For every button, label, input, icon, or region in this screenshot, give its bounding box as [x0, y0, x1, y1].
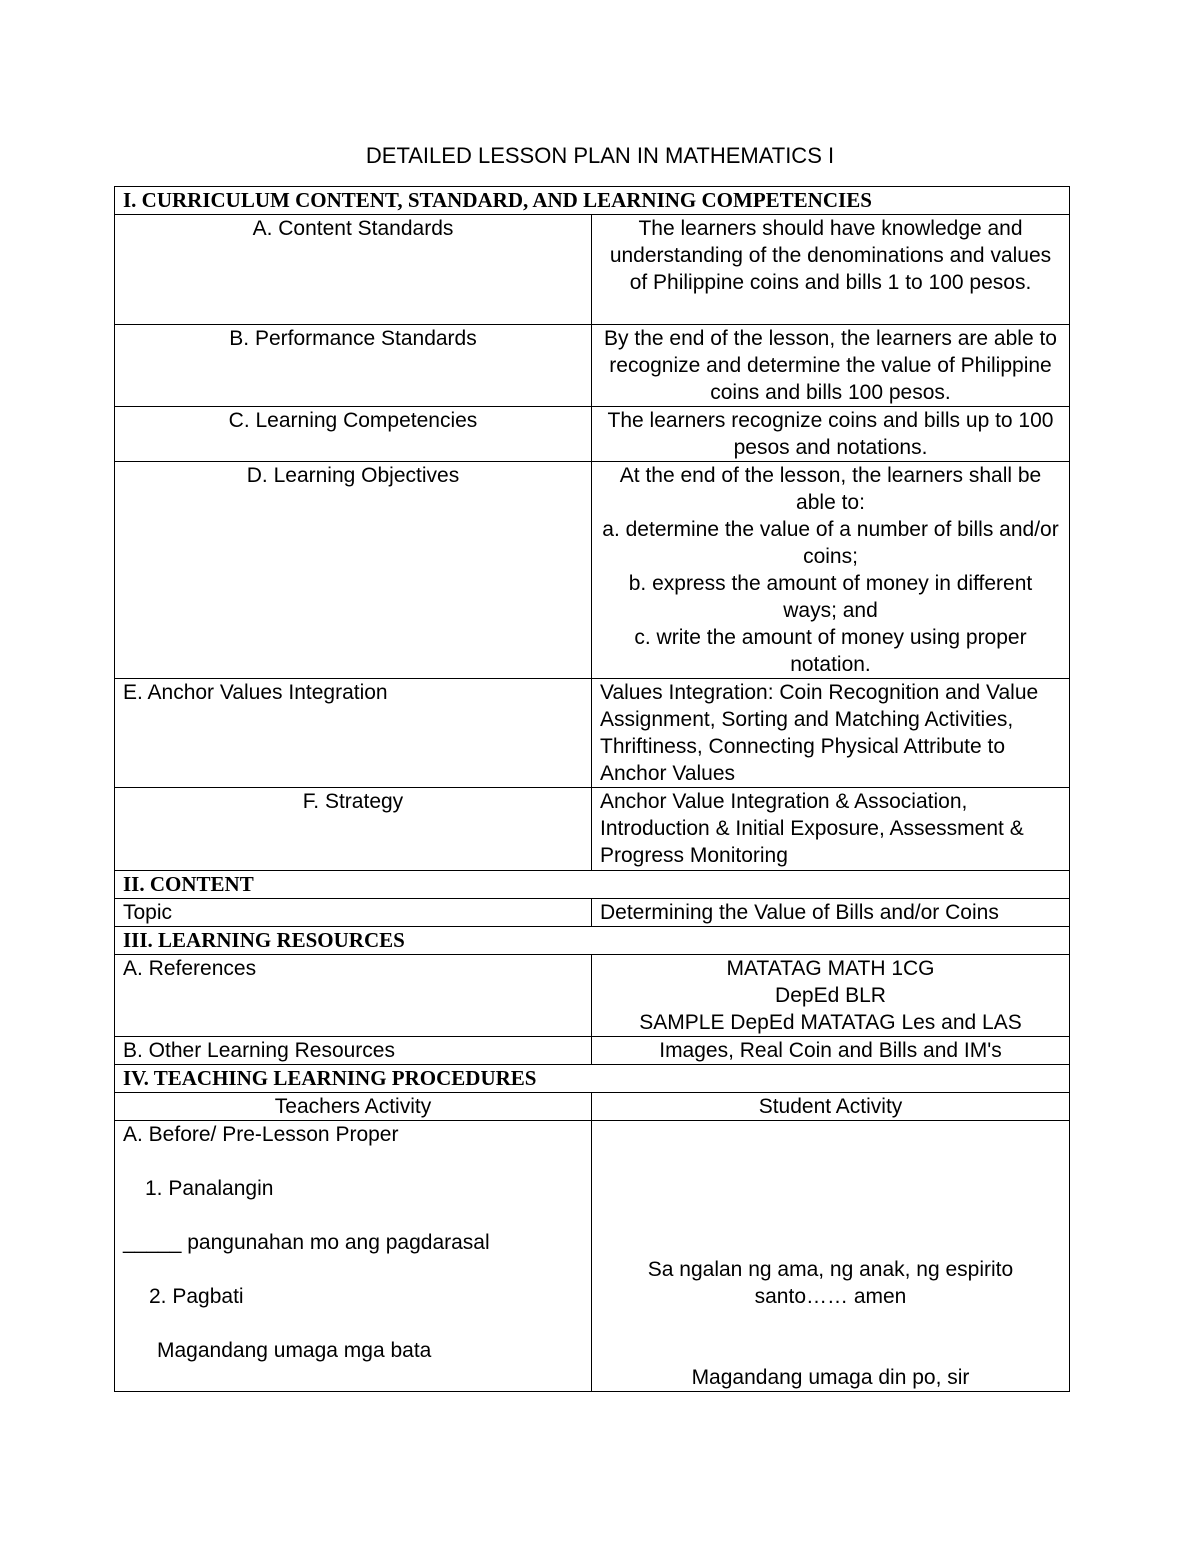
table-row	[115, 325, 1070, 407]
references-label: A. References	[115, 955, 592, 1037]
section-header-row	[115, 927, 1070, 955]
other-resources-label: B. Other Learning Resources	[115, 1037, 592, 1065]
reference-item: DepEd BLR	[775, 984, 886, 1007]
topic-label: Topic	[115, 899, 592, 927]
anchor-values-value: Values Integration: Coin Recognition and Value Assignment, Sorting and Matching Activities, Thriftiness, Connecting Physical Attribute to Anchor Values	[592, 679, 1070, 788]
section-3-header: III. LEARNING RESOURCES	[115, 927, 1070, 955]
lesson-plan-table	[114, 186, 1070, 1392]
prayer-prompt: _____ pangunahan mo ang pagdarasal	[123, 1231, 490, 1254]
section-2-header: II. CONTENT	[115, 871, 1070, 899]
anchor-values-label: E. Anchor Values Integration	[115, 679, 592, 788]
section-header-row	[115, 871, 1070, 899]
section-header-row	[115, 187, 1070, 215]
student-activity-header: Student Activity	[592, 1093, 1070, 1121]
section-header-row	[115, 1065, 1070, 1093]
table-row	[115, 462, 1070, 679]
teacher-activity-cell	[115, 1121, 592, 1392]
section-4-header: IV. TEACHING LEARNING PROCEDURES	[115, 1065, 1070, 1093]
objective-c: c. write the amount of money using proper notation.	[634, 626, 1033, 676]
table-row	[115, 788, 1070, 871]
table-row	[115, 407, 1070, 462]
strategy-label: F. Strategy	[115, 788, 592, 871]
objective-a: a. determine the value of a number of bills and/or coins;	[602, 518, 1065, 568]
performance-standards-label: B. Performance Standards	[115, 325, 592, 407]
section-1-header: I. CURRICULUM CONTENT, STANDARD, AND LEARNING COMPETENCIES	[115, 187, 1070, 215]
table-row	[115, 1037, 1070, 1065]
pagbati-item: 2. Pagbati	[149, 1285, 244, 1308]
teachers-activity-header: Teachers Activity	[115, 1093, 592, 1121]
learning-competencies-value: The learners recognize coins and bills up to 100 pesos and notations.	[592, 407, 1070, 462]
learning-objectives-value	[592, 462, 1070, 679]
page-title: DETAILED LESSON PLAN IN MATHEMATICS I	[365, 143, 835, 168]
panalangin-item: 1. Panalangin	[145, 1177, 274, 1200]
table-row	[115, 1093, 1070, 1121]
topic-value: Determining the Value of Bills and/or Coins	[592, 899, 1070, 927]
table-row	[115, 899, 1070, 927]
pre-lesson-heading: A. Before/ Pre-Lesson Proper	[123, 1123, 399, 1146]
greeting-text: Magandang umaga mga bata	[157, 1339, 432, 1362]
content-standards-value: The learners should have knowledge and understanding of the denominations and values of Philippine coins and bills 1 to 100 pesos.	[592, 215, 1070, 325]
table-row	[115, 1121, 1070, 1392]
strategy-value: Anchor Value Integration & Association, Introduction & Initial Exposure, Assessment & Progress Monitoring	[592, 788, 1070, 871]
table-row	[115, 215, 1070, 325]
reference-item: MATATAG MATH 1CG	[726, 957, 935, 980]
performance-standards-value: By the end of the lesson, the learners are able to recognize and determine the value of Philippine coins and bills 100 pesos.	[592, 325, 1070, 407]
learning-competencies-label: C. Learning Competencies	[115, 407, 592, 462]
objective-b: b. express the amount of money in different ways; and	[628, 572, 1039, 622]
table-row	[115, 955, 1070, 1037]
greeting-response: Magandang umaga din po, sir	[691, 1366, 970, 1389]
prayer-response: Sa ngalan ng ama, ng anak, ng espirito santo…… amen	[647, 1258, 1020, 1308]
references-value	[592, 955, 1070, 1037]
learning-objectives-label: D. Learning Objectives	[115, 462, 592, 679]
objectives-intro: At the end of the lesson, the learners shall be able to:	[619, 464, 1048, 514]
content-standards-label: A. Content Standards	[115, 215, 592, 325]
student-activity-cell	[592, 1121, 1070, 1392]
reference-item: SAMPLE DepEd MATATAG Les and LAS	[639, 1011, 1022, 1034]
table-row	[115, 679, 1070, 788]
other-resources-value: Images, Real Coin and Bills and IM's	[592, 1037, 1070, 1065]
